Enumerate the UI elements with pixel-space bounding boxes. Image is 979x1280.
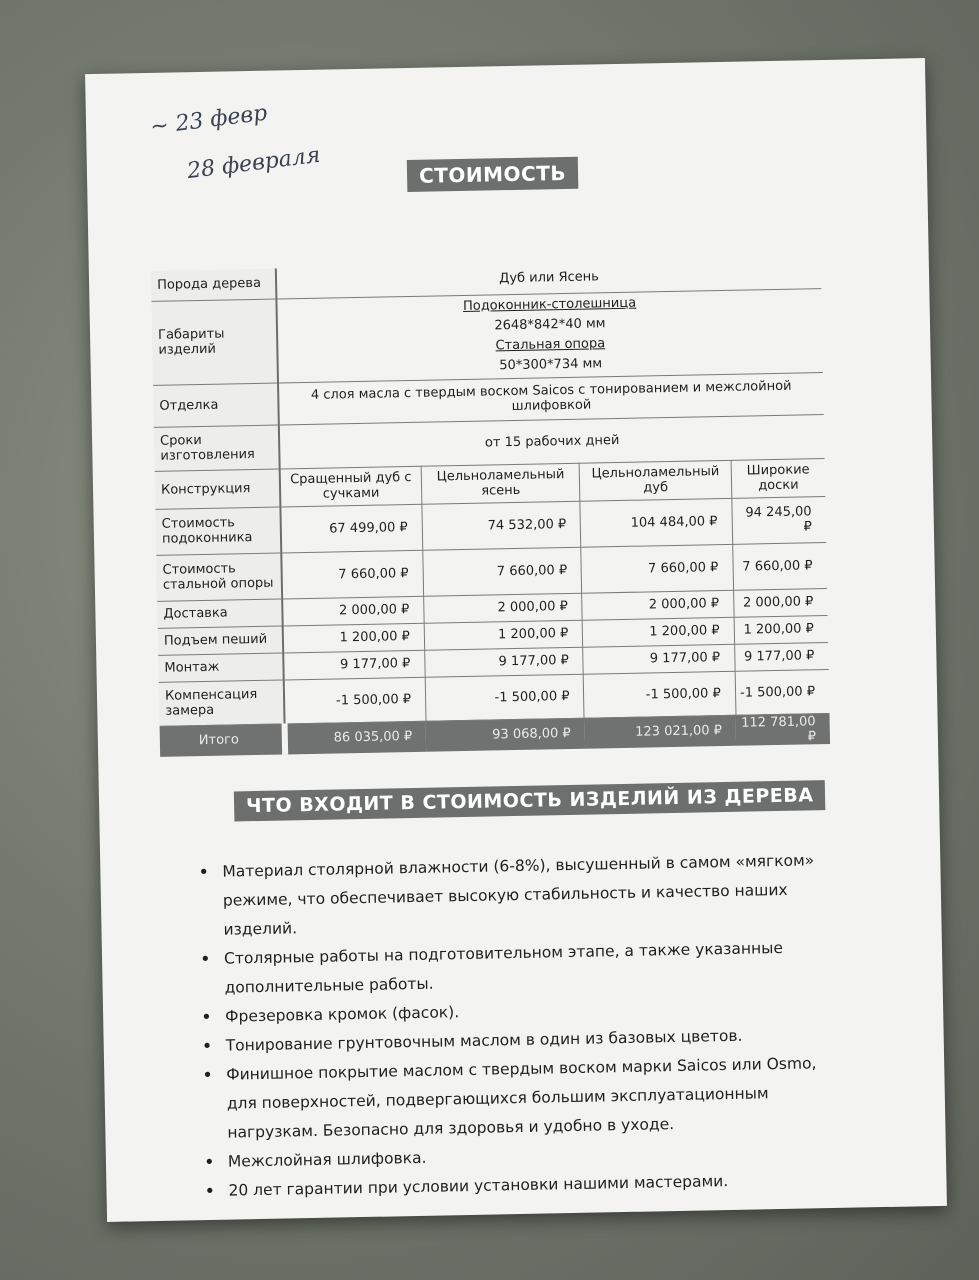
price-cell: 7 660,00 ₽ [732,542,827,590]
list-item: • Межслойная шлифовка. [228,1136,848,1177]
list-item: • Столярные работы на подготовительном этапе, а также указанные дополнительные работы. [224,933,845,1003]
value-terms: от 15 рабочих дней [279,414,825,468]
row-dimensions [151,288,822,385]
list-item: • Тонирование грунтовочным маслом в один из базовых цветов. [225,1020,845,1061]
price-cell: 9 177,00 ₽ [734,642,828,671]
price-cell: 104 484,00 ₽ [580,498,732,547]
row-label: Доставка [157,598,282,627]
price-table [151,258,830,756]
price-cell: 9 177,00 ₽ [583,644,735,674]
cost-title: СТОИМОСТЬ [407,157,579,192]
value-dimensions [276,288,823,382]
total-cell: 112 781,00 ₽ [736,713,830,745]
handwritten-note-1: ~ 23 февр [148,100,269,140]
label-wood: Порода дерева [151,269,277,301]
price-cell: 74 532,00 ₽ [422,501,581,550]
list-item: • 20 лет гарантии при условии установки нашими мастерами. [228,1165,848,1206]
price-cell: 2 000,00 ₽ [282,596,424,626]
total-cell: 93 068,00 ₽ [426,718,585,752]
included-title: ЧТО ВХОДИТ В СТОИМОСТЬ ИЗДЕЛИЙ ИЗ ДЕРЕВА [234,780,826,821]
row-label: Стоимость подоконника [155,506,281,554]
price-cell: 67 499,00 ₽ [280,504,422,553]
label-terms: Сроки изготовления [154,425,280,471]
price-cell: 7 660,00 ₽ [423,547,582,596]
total-label: Итого [160,723,286,756]
price-cell: -1 500,00 ₽ [735,669,830,715]
value-finish: 4 слоя масла с твердым воском Saicos с тонированием и межслойной шлифовкой [278,372,824,424]
column-header: Широкие доски [731,458,825,498]
handwritten-note-2: 28 февраля [185,142,322,185]
row-label: Стоимость стальной опоры [156,552,282,600]
dims-item1-title: Подоконник-столешница [462,295,637,314]
value-wood: Дуб или Ясень [276,258,821,298]
price-cell: 9 177,00 ₽ [425,647,584,677]
label-construction: Конструкция [155,469,281,509]
total-cell: 86 035,00 ₽ [285,721,427,754]
list-item: • Финишное покрытие маслом с твердым воском марки Saicos или Osmo, для поверхностей, подвергающихся большим эксплуатационным нагрузкам. Безопасно для здоровья и удобно в уходе. [226,1049,848,1148]
price-cell: -1 500,00 ₽ [284,677,426,724]
price-cell: 2 000,00 ₽ [733,588,827,617]
column-header: Цельноламельный дуб [580,460,732,501]
list-item: • Материал столярной влажности (6-8%), высушенный в самом «мягком» режиме, что обеспечивает высокую стабильность и качество наших изделий. [222,846,844,945]
row-label: Монтаж [158,652,283,681]
price-cell: -1 500,00 ₽ [425,674,584,721]
price-cell: 1 200,00 ₽ [583,617,735,647]
row-label: Компенсация замера [159,679,285,725]
price-cell: 94 245,00 ₽ [732,496,827,544]
column-header: Сращенный дуб с сучками [280,466,422,507]
label-dimensions: Габариты изделий [151,299,278,385]
price-cell: 2 000,00 ₽ [582,590,734,620]
included-list [200,846,849,1206]
price-cell: 1 200,00 ₽ [424,620,583,650]
label-finish: Отделка [153,383,279,427]
total-cell: 123 021,00 ₽ [584,715,736,748]
price-cell: 2 000,00 ₽ [424,593,583,623]
dims-item1-size: 2648*842*40 мм [494,316,606,334]
price-cell: 1 200,00 ₽ [283,623,425,653]
dims-item2-title: Стальная опора [495,336,606,354]
paper-sheet [85,58,947,1222]
list-item: • Фрезеровка кромок (фасок). [225,991,845,1032]
row-label: Подъем пеший [158,625,283,654]
dims-item2-size: 50*300*734 мм [499,356,603,374]
price-cell: 7 660,00 ₽ [581,544,733,593]
price-cell: 9 177,00 ₽ [283,650,425,680]
price-cell: 7 660,00 ₽ [281,550,423,599]
price-cell: -1 500,00 ₽ [584,671,736,718]
price-cell: 1 200,00 ₽ [734,615,828,644]
column-header: Цельноламельный ясень [421,463,580,504]
